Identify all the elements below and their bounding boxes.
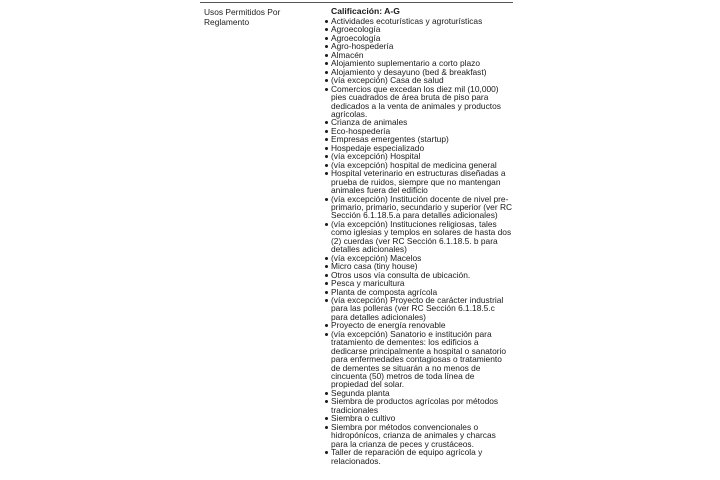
list-item: Proyecto de energía renovable [325,321,513,329]
list-item: Comercios que excedan los diez mil (10,000) pies cuadrados de área bruta de piso para dedicados a la venta de animales y productos agrícolas. [325,85,513,119]
list-item: Hospedaje especializado [325,144,513,152]
list-item: Almacén [325,51,513,59]
list-item: (vía excepción) Instituciones religiosas, tales como iglesias y templos en solares de hasta dos (2) cuerdas (ver RC Sección 6.1.18.5. b para detalles adicionales) [325,220,513,254]
list-item: Eco-hospedería [325,127,513,135]
uses-cell [325,7,513,465]
list-item: (vía excepción) Sanatorio e institución para tratamiento de dementes: los edificios a dedicarse principalmente a hospital o sanatorio para enfermedades contagiosas o tratamiento de dementes se situarán a no menos de cincuenta (50) metros de toda línea de propiedad del solar. [325,330,513,389]
row-label: Usos Permitidos Por Reglamento [204,7,281,28]
list-item: (vía excepción) Institución docente de nivel pre-primario, primario, secundario y superior (ver RC Sección 6.1.18.5.a para detalles adicionales) [325,195,513,220]
list-item: Empresas emergentes (startup) [325,135,513,143]
list-item: Crianza de animales [325,118,513,126]
list-item: Alojamiento y desayuno (bed & breakfast) [325,68,513,76]
list-item: (vía excepción) Proyecto de carácter industrial para las polleras (ver RC Sección 6.1.18.5.c para detalles adicionales) [325,296,513,321]
list-item: Micro casa (tiny house) [325,262,513,270]
list-item: Segunda planta [325,389,513,397]
permitted-uses-table [200,2,513,465]
list-item: Siembra o cultivo [325,414,513,422]
list-item: (vía excepción) Casa de salud [325,76,513,84]
list-item: Otros usos vía consulta de ubicación. [325,271,513,279]
list-item: Agro-hospedería [325,42,513,50]
list-item: (vía excepción) Hospital [325,152,513,160]
list-item: Alojamiento suplementario a corto plazo [325,59,513,67]
list-item: Hospital veterinario en estructuras diseñadas a prueba de ruidos, siempre que no mantengan animales fuera del edificio [325,169,513,194]
list-item: Siembra de productos agrícolas por métodos tradicionales [325,397,513,414]
list-item: Agroecología [325,34,513,42]
list-item: Actividades ecoturísticas y agroturísticas [325,17,513,25]
list-item: (vía excepción) Macelos [325,254,513,262]
list-item: Planta de composta agrícola [325,288,513,296]
list-item: Agroecología [325,25,513,33]
permitted-uses-row [200,3,513,465]
list-item: Pesca y maricultura [325,279,513,287]
list-item: (vía excepción) hospital de medicina general [325,161,513,169]
list-item: Siembra por métodos convencionales o hidropónicos, crianza de animales y charcas para la crianza de peces y crustáceos. [325,423,513,448]
zone-heading: Calificación: A-G [331,6,400,16]
list-item: Taller de reparación de equipo agrícola y relacionados. [325,448,513,465]
uses-list [325,17,513,465]
